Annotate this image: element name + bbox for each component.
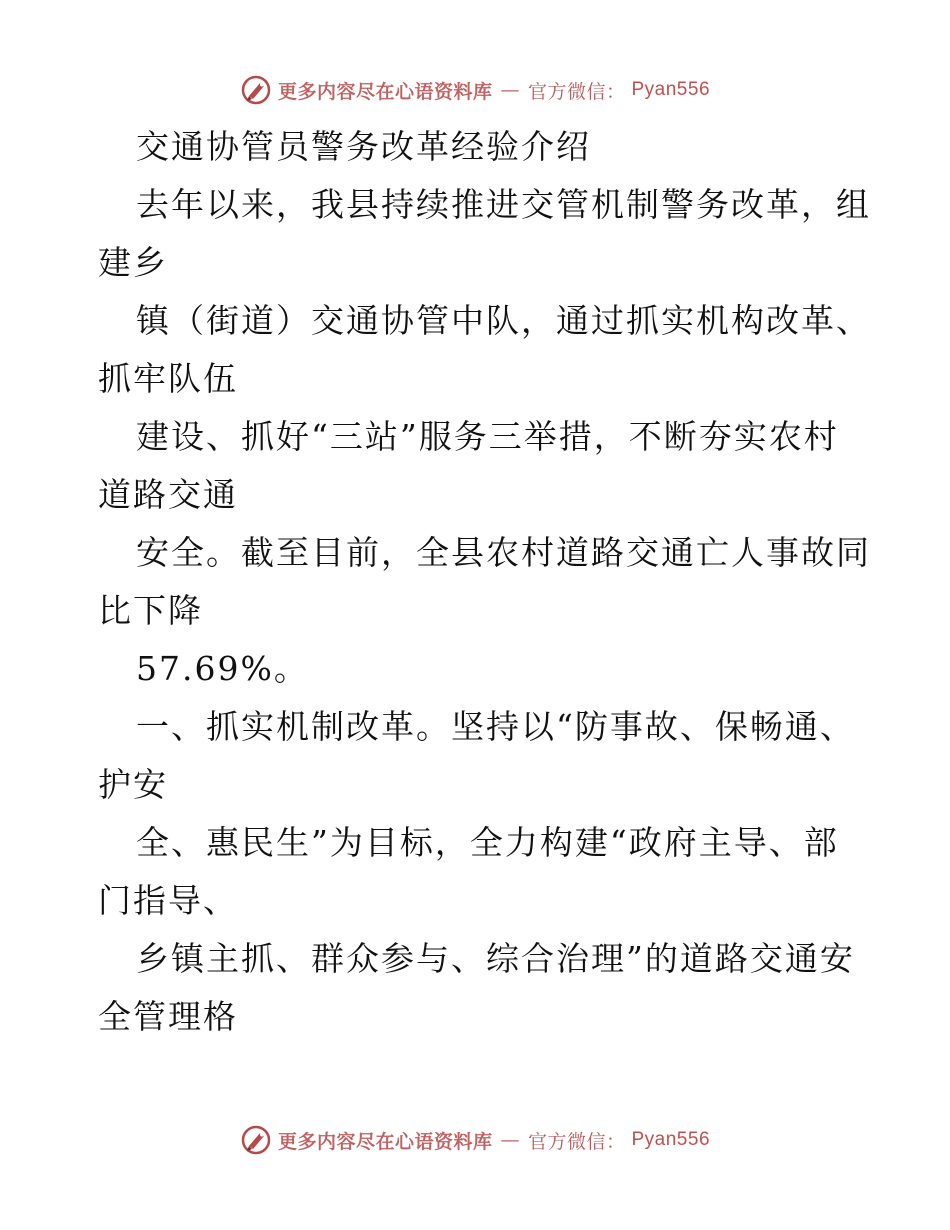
document-line: 建设、抓好“三站”服务三举措，不断夯实农村 (136, 417, 839, 456)
document-line: 抓牢队伍 (98, 359, 238, 398)
header-banner (0, 70, 950, 110)
banner-text: 更多内容尽在心语资料库 (277, 1130, 493, 1153)
footer-banner-content (240, 1124, 710, 1156)
document-line: 全管理格 (98, 997, 238, 1036)
document-line: 安全。截至目前，全县农村道路交通亡人事故同 (136, 533, 871, 572)
document-line: 镇（街道）交通协管中队，通过抓实机构改革、 (136, 301, 871, 340)
pen-logo-icon (240, 1124, 272, 1156)
document-line: 比下降 (98, 591, 203, 630)
banner-wechat-label: 官方微信： (527, 1130, 626, 1153)
document-line: 去年以来，我县持续推进交管机制警务改革，组 (136, 185, 871, 224)
document-line: 一、抓实机制改革。坚持以“防事故、保畅通、 (136, 707, 855, 746)
document-line: 57.69%。 (136, 649, 309, 688)
pen-logo-icon (240, 74, 272, 106)
banner-wechat-id: Pyan556 (631, 1129, 711, 1150)
document-line: 门指导、 (98, 881, 238, 920)
document-line: 建乡 (98, 243, 168, 282)
document-body (98, 118, 871, 1046)
header-banner-content (240, 74, 710, 106)
banner-separator: — (500, 79, 520, 101)
banner-wechat-label: 官方微信： (527, 80, 626, 103)
banner-text: 更多内容尽在心语资料库 (277, 80, 493, 103)
document-line: 乡镇主抓、群众参与、综合治理”的道路交通安 (136, 939, 855, 978)
footer-banner (0, 1120, 950, 1160)
banner-separator: — (500, 1129, 520, 1151)
document-line: 道路交通 (98, 475, 238, 514)
document-line: 护安 (98, 765, 168, 804)
document-title: 交通协管员警务改革经验介绍 (136, 127, 591, 166)
banner-wechat-id: Pyan556 (631, 79, 711, 100)
document-line: 全、惠民生”为目标，全力构建“政府主导、部 (136, 823, 839, 862)
